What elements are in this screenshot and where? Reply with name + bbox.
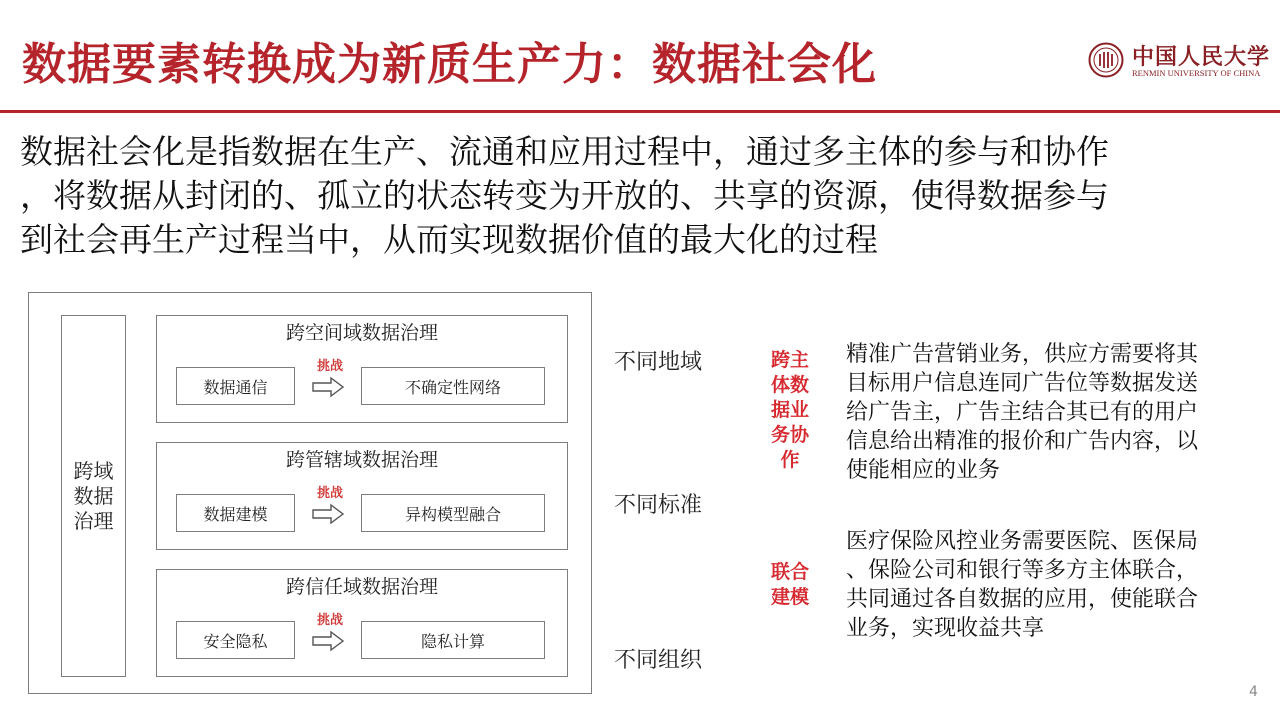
governance-diagram [28,292,592,694]
challenge-label: 挑战 [317,613,344,628]
case-tag-line: 建模 [770,586,809,608]
intro-line: 到社会再生产过程当中，从而实现数据价值的最大化的过程 [20,220,878,259]
cross-domain-governance-label: 跨域数据治理 [73,458,114,533]
page-title: 数据要素转换成为新质生产力：数据社会化 [22,39,877,90]
trust-domain-panel [156,569,568,677]
case-tag-line: 联合 [770,561,809,583]
panel-title: 跨管辖域数据治理 [285,449,438,471]
right-arrow-icon [311,376,345,398]
case-line: 共同通过各自数据的应用，使能联合 [846,587,1199,612]
panel-title: 跨空间域数据治理 [285,322,438,344]
panel-title: 跨信任域数据治理 [285,576,438,598]
challenge-target-box: 隐私计算 [361,621,545,659]
case-line: 给广告主，广告主结合其已有的用户 [846,400,1199,425]
case-description-advertising [846,340,1198,485]
case-tag-line: 作 [780,449,800,471]
right-arrow-icon [311,630,345,652]
region-label: 不同组织 [614,648,703,673]
case-line: 业务，实现收益共享 [846,616,1045,641]
case-line: 精准广告营销业务，供应方需要将其 [846,342,1199,367]
logo-english-name: RENMIN UNIVERSITY OF CHINA [1132,68,1261,78]
case-tag-line: 据业 [770,399,809,421]
case-line: 医疗保险风控业务需要医院、医保局 [846,529,1199,554]
jurisdiction-domain-panel [156,442,568,550]
challenge-source-box: 安全隐私 [176,621,295,659]
logo-chinese-name: 中国人民大学 [1132,44,1271,70]
region-label: 不同标准 [614,493,703,518]
challenge-target-box: 异构模型融合 [361,494,545,532]
challenge-target-box: 不确定性网络 [361,367,545,405]
intro-line: 数据社会化是指数据在生产、流通和应用过程中，通过多主体的参与和协作 [20,132,1109,171]
title-divider [0,110,1280,113]
university-seal-icon [1088,42,1124,78]
cross-domain-governance-box [61,315,126,677]
challenge-label: 挑战 [317,359,344,374]
right-arrow-icon [311,503,345,525]
case-description-insurance [846,527,1198,643]
case-line: 信息给出精准的报价和广告内容，以 [846,429,1199,454]
case-tag-line: 体数 [770,374,809,396]
case-line: 使能相应的业务 [846,458,1001,483]
intro-paragraph [20,130,1265,262]
region-label: 不同地域 [614,350,703,375]
intro-line: ，将数据从封闭的、孤立的状态转变为开放的、共享的资源，使得数据参与 [20,176,1109,215]
case-tag-line: 跨主 [770,349,809,371]
case-tag-joint-modeling [768,560,812,610]
case-line: 目标用户信息连同广告位等数据发送 [846,371,1199,396]
page-number: 4 [1249,684,1258,700]
challenge-label: 挑战 [317,486,344,501]
case-tag-line: 务协 [770,424,809,446]
case-tag-cross-subject [768,348,812,473]
challenge-source-box: 数据建模 [176,494,295,532]
spatial-domain-panel [156,315,568,423]
case-line: 、保险公司和银行等多方主体联合， [846,558,1199,583]
challenge-source-box: 数据通信 [176,367,295,405]
university-logo [1088,38,1274,84]
